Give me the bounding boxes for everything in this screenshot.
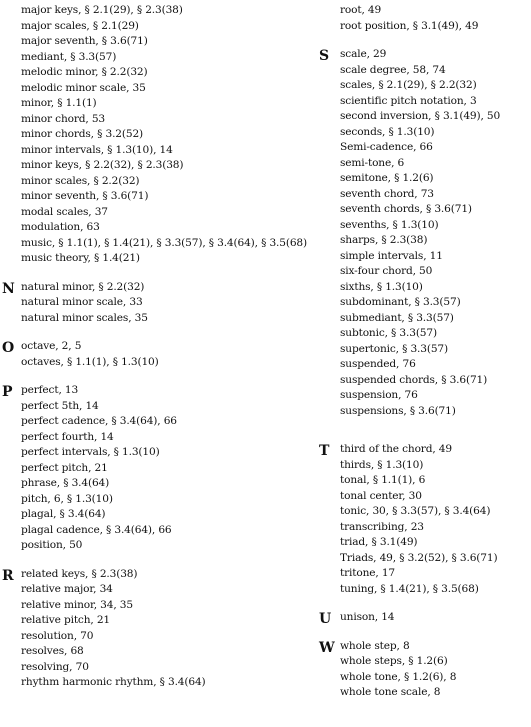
index-entry: phrase, § 3.4(64) xyxy=(21,477,110,489)
index-group-m-continued xyxy=(0,3,318,267)
index-entry: natural minor, § 2.2(32) xyxy=(21,280,145,293)
index-entry-list xyxy=(318,610,531,626)
index-entry-list xyxy=(0,3,318,267)
index-entry: Triads, 49, § 3.2(52), § 3.6(71) xyxy=(340,551,498,564)
group-spacer xyxy=(318,34,531,47)
index-letter-heading: N xyxy=(2,280,15,297)
index-entry: second inversion, § 3.1(49), 50 xyxy=(340,110,501,122)
index-entry: major keys, § 2.1(29), § 2.3(38) xyxy=(21,4,183,16)
index-entry: minor intervals, § 1.3(10), 14 xyxy=(21,143,173,156)
index-entry: Semi-cadence, 66 xyxy=(340,141,433,153)
index-entry: suspended, 76 xyxy=(340,358,416,370)
index-entry: plagal, § 3.4(64) xyxy=(21,508,106,520)
index-entry: modulation, 63 xyxy=(21,221,100,233)
index-entry-list xyxy=(0,383,318,554)
index-entry: natural minor scales, 35 xyxy=(21,311,148,324)
index-entry: melodic minor scale, 35 xyxy=(21,81,146,94)
index-letter-heading: O xyxy=(2,340,15,356)
index-entry: semi-tone, 6 xyxy=(340,156,405,169)
index-group-r xyxy=(0,567,318,691)
index-entry: mediant, § 3.3(57) xyxy=(21,50,117,63)
index-entry: seventh chords, § 3.6(71) xyxy=(340,203,472,215)
index-entry: natural minor scale, 33 xyxy=(21,296,143,308)
index-entry: root position, § 3.1(49), 49 xyxy=(340,19,479,32)
index-group-n xyxy=(0,280,318,327)
group-spacer xyxy=(0,370,318,383)
index-entry: semitone, § 1.2(6) xyxy=(340,172,434,184)
index-entry: octaves, § 1.1(1), § 1.3(10) xyxy=(21,355,159,368)
index-entry: minor keys, § 2.2(32), § 2.3(38) xyxy=(21,159,184,171)
group-spacer xyxy=(0,267,318,280)
index-entry: relative minor, 34, 35 xyxy=(21,598,133,611)
group-spacer xyxy=(0,554,318,567)
index-entry: scale degree, 58, 74 xyxy=(340,63,446,76)
index-entry: suspension, 76 xyxy=(340,389,418,401)
index-entry: seconds, § 1.3(10) xyxy=(340,125,435,138)
index-entry-list xyxy=(318,639,531,701)
index-column-right xyxy=(318,3,531,701)
index-entry: position, 50 xyxy=(21,539,83,551)
index-group-r-continued xyxy=(318,3,531,34)
index-letter-heading: R xyxy=(2,567,14,584)
group-spacer xyxy=(0,326,318,339)
index-entry-list xyxy=(0,280,318,327)
index-group-t xyxy=(318,442,531,597)
index-group-o xyxy=(0,339,318,370)
index-entry: seventh chord, 73 xyxy=(340,187,434,200)
index-entry: whole tone, § 1.2(6), 8 xyxy=(340,670,457,683)
index-column-left xyxy=(0,3,318,691)
index-entry: six-four chord, 50 xyxy=(340,265,433,277)
index-letter-heading: P xyxy=(2,384,13,400)
index-entry: subdominant, § 3.3(57) xyxy=(340,296,461,308)
index-entry: tonic, 30, § 3.3(57), § 3.4(64) xyxy=(340,505,491,517)
index-entry: simple intervals, 11 xyxy=(340,249,443,262)
index-letter-heading: S xyxy=(319,48,330,64)
index-entry: relative pitch, 21 xyxy=(21,614,111,626)
index-entry: scale, 29 xyxy=(340,48,387,60)
index-entry: tritone, 17 xyxy=(340,567,396,579)
index-entry: major seventh, § 3.6(71) xyxy=(21,35,148,47)
index-entry-list xyxy=(0,339,318,370)
index-letter-heading: W xyxy=(319,639,335,656)
index-entry: root, 49 xyxy=(340,4,382,16)
index-group-p xyxy=(0,383,318,554)
index-entry: rhythm harmonic rhythm, § 3.4(64) xyxy=(21,676,206,688)
index-entry-list xyxy=(318,442,531,597)
index-entry: minor chord, 53 xyxy=(21,112,106,125)
index-entry: melodic minor, § 2.2(32) xyxy=(21,66,148,78)
index-entry: submediant, § 3.3(57) xyxy=(340,311,454,324)
index-entry: third of the chord, 49 xyxy=(340,443,452,455)
index-entry: perfect, 13 xyxy=(21,384,79,396)
index-entry: perfect pitch, 21 xyxy=(21,461,108,474)
index-entry: subtonic, § 3.3(57) xyxy=(340,327,437,339)
index-entry: music, § 1.1(1), § 1.4(21), § 3.3(57), § 3.4(64), § 3.5(68) xyxy=(21,236,308,249)
index-group-u xyxy=(318,610,531,626)
index-entry: music theory, § 1.4(21) xyxy=(21,252,140,264)
index-entry: perfect cadence, § 3.4(64), 66 xyxy=(21,415,177,427)
group-spacer xyxy=(318,626,531,639)
index-entry: suspended chords, § 3.6(71) xyxy=(340,373,488,386)
index-group-w xyxy=(318,639,531,701)
index-entry: related keys, § 2.3(38) xyxy=(21,567,138,580)
index-entry: resolution, 70 xyxy=(21,629,94,642)
index-entry: whole tone scale, 8 xyxy=(340,686,441,698)
index-entry: sharps, § 2.3(38) xyxy=(340,234,428,246)
group-spacer xyxy=(318,597,531,610)
index-entry: pitch, 6, § 1.3(10) xyxy=(21,492,113,505)
index-entry: minor chords, § 3.2(52) xyxy=(21,128,144,140)
index-entry: sevenths, § 1.3(10) xyxy=(340,218,439,231)
index-entry: plagal cadence, § 3.4(64), 66 xyxy=(21,523,172,536)
index-entry: relative major, 34 xyxy=(21,583,113,595)
index-entry: supertonic, § 3.3(57) xyxy=(340,342,448,355)
index-entry: thirds, § 1.3(10) xyxy=(340,458,424,471)
index-letter-heading: U xyxy=(319,611,332,627)
index-entry: resolving, 70 xyxy=(21,660,89,673)
index-letter-heading: T xyxy=(319,443,330,459)
index-entry: minor, § 1.1(1) xyxy=(21,97,97,109)
index-entry: octave, 2, 5 xyxy=(21,340,82,352)
index-entry: tonal center, 30 xyxy=(340,489,422,502)
index-entry-list xyxy=(318,3,531,34)
index-entry: perfect intervals, § 1.3(10) xyxy=(21,446,160,458)
index-entry: unison, 14 xyxy=(340,611,395,623)
index-entry: whole step, 8 xyxy=(340,639,410,652)
index-entry: scales, § 2.1(29), § 2.2(32) xyxy=(340,79,477,91)
index-entry: suspensions, § 3.6(71) xyxy=(340,404,456,417)
index-entry-list xyxy=(0,567,318,691)
index-group-s xyxy=(318,47,531,419)
index-entry: perfect fourth, 14 xyxy=(21,430,114,443)
index-entry: transcribing, 23 xyxy=(340,520,424,533)
index-entry: minor scales, § 2.2(32) xyxy=(21,174,140,187)
index-entry: triad, § 3.1(49) xyxy=(340,536,418,548)
index-entry: whole steps, § 1.2(6) xyxy=(340,655,448,667)
index-entry: modal scales, 37 xyxy=(21,205,108,218)
index-entry-list xyxy=(318,47,531,419)
index-entry: resolves, 68 xyxy=(21,645,84,657)
index-entry: sixths, § 1.3(10) xyxy=(340,280,423,293)
index-entry: tonal, § 1.1(1), 6 xyxy=(340,474,426,486)
group-spacer xyxy=(318,419,531,442)
index-entry: minor seventh, § 3.6(71) xyxy=(21,190,149,202)
index-entry: major scales, § 2.1(29) xyxy=(21,19,139,32)
index-entry: perfect 5th, 14 xyxy=(21,399,99,412)
index-entry: tuning, § 1.4(21), § 3.5(68) xyxy=(340,582,479,595)
index-entry: scientific pitch notation, 3 xyxy=(340,94,477,107)
